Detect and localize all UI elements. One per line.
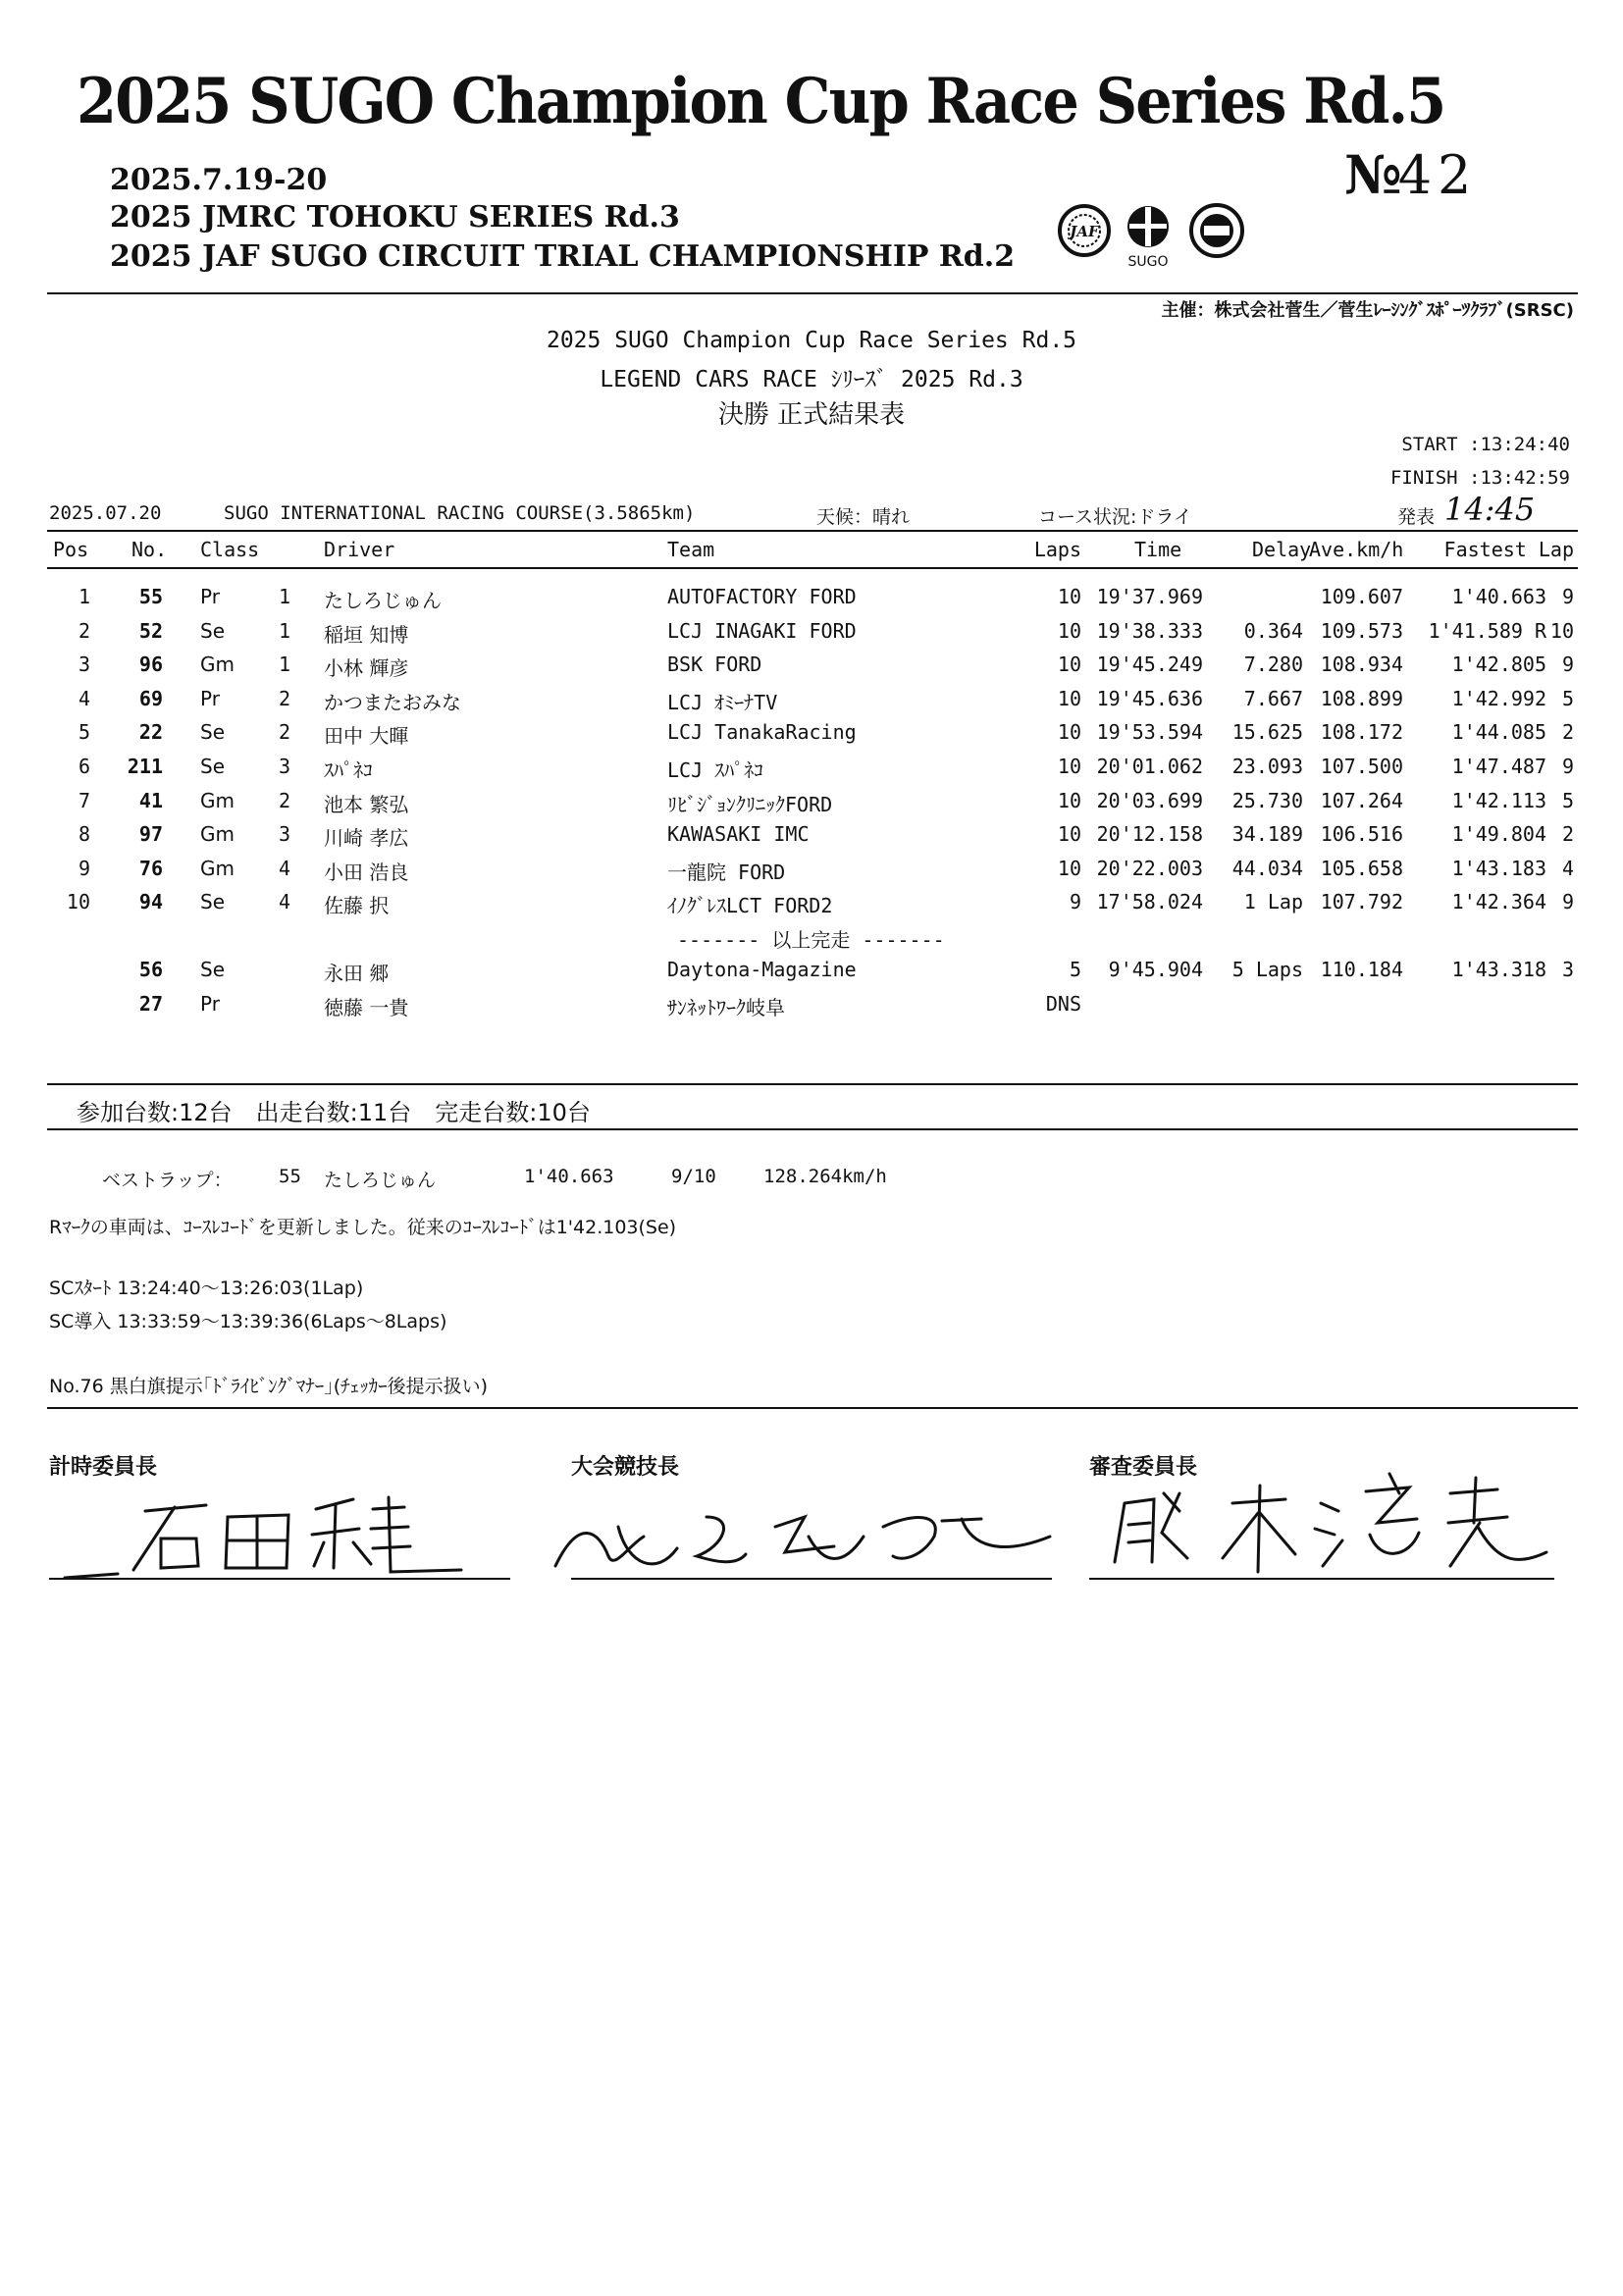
notes-rule [47, 1407, 1578, 1409]
info-rule [47, 530, 1578, 532]
col-team: Team [667, 538, 715, 561]
result-cell-team: ﾘﾋﾞｼﾞｮﾝｸﾘﾆｯｸFORD [667, 792, 833, 816]
result-cell-delay: 15.625 [1231, 720, 1303, 745]
timing-chief-signature [59, 1484, 471, 1582]
result-cell-fln: 9 [1561, 652, 1574, 677]
result-cell-delay: 44.034 [1231, 856, 1303, 880]
result-cell-no: 52 [138, 618, 163, 643]
result-cell-fl: 1'47.487 [1451, 755, 1546, 778]
result-cell-delay: 23.093 [1231, 755, 1303, 778]
result-cell-pos: 7 [78, 788, 90, 812]
result-cell-pos: 1 [78, 585, 90, 608]
result-cell-team: BSK FORD [667, 652, 762, 677]
result-cell-delay: 1 Lap [1243, 890, 1303, 914]
best-lap-time: 1'40.663 [524, 1166, 614, 1187]
result-cell-fl: 1'44.085 [1451, 720, 1546, 745]
race-director-sign-line [571, 1578, 1052, 1580]
result-cell-no: 22 [138, 720, 163, 745]
dnf-cell-fln: 3 [1561, 958, 1574, 981]
header-rule [47, 292, 1578, 294]
table-header-rule [47, 567, 1578, 569]
result-cell-cls: Gm [200, 856, 235, 880]
dnf-cell-time: 9'45.904 [1108, 958, 1203, 981]
chief-steward-signature [1085, 1464, 1556, 1582]
sc-start-note: SCｽﾀｰﾄ 13:24:40～13:26:03(1Lap) [49, 1278, 364, 1299]
number-sign: № [1344, 143, 1398, 206]
result-cell-no: 69 [138, 686, 163, 710]
col-ave: Ave.km/h [1309, 538, 1404, 561]
organizer: 主催：株式会社菅生／菅生ﾚｰｼﾝｸﾞｽﾎﾟｰﾂｸﾗﾌﾞ(SRSC) [1161, 300, 1574, 321]
result-cell-laps: 10 [1057, 755, 1081, 778]
result-cell-fl: 1'43.183 [1451, 856, 1546, 880]
result-cell-laps: 10 [1057, 720, 1081, 745]
result-cell-cls: Se [200, 890, 225, 914]
result-cell-cpos: 1 [278, 652, 290, 677]
series-jaf: 2025 JAF SUGO CIRCUIT TRIAL CHAMPIONSHIP Rd.2 [110, 239, 1016, 274]
event-date: 2025.7.19-20 [110, 163, 328, 197]
result-cell-pos: 8 [78, 822, 90, 847]
race-session-title: 決勝 正式結果表 [717, 400, 906, 430]
result-cell-fl: 1'49.804 [1451, 822, 1546, 847]
dnf-cell-delay: 5 Laps [1231, 958, 1303, 981]
penalty-note: No.76 黒白旗提示｢ﾄﾞﾗｲﾋﾞﾝｸﾞﾏﾅｰ｣(ﾁｪｯｶｰ後提示扱い) [49, 1376, 489, 1397]
result-cell-time: 20'03.699 [1096, 788, 1203, 812]
course-name: SUGO INTERNATIONAL RACING COURSE(3.5865km) [224, 502, 696, 524]
col-laps: Laps [1033, 538, 1081, 561]
dnf-cell-driver: 徳藤 一貴 [324, 995, 409, 1019]
result-cell-team: AUTOFACTORY FORD [667, 585, 857, 608]
result-cell-pos: 2 [78, 618, 90, 643]
track-condition: コース状況:ドライ [1038, 506, 1192, 528]
result-cell-ave: 108.934 [1320, 652, 1403, 677]
result-cell-fln: 10 [1549, 618, 1574, 643]
result-cell-fl: 1'42.364 [1451, 890, 1546, 914]
svg-text:JAF: JAF [1070, 223, 1099, 240]
result-cell-driver: 小林 輝彦 [324, 656, 409, 681]
result-cell-delay: 0.364 [1243, 618, 1303, 643]
result-cell-driver: 池本 繁弘 [324, 792, 409, 816]
result-cell-delay: 25.730 [1231, 788, 1303, 812]
course-record-note: Rﾏｰｸの車両は、ｺｰｽﾚｺｰﾄﾞを更新しました。従来のｺｰｽﾚｺｰﾄﾞは1'42.103(Se) [49, 1217, 677, 1238]
jaf-logo-icon [1060, 206, 1109, 255]
dnf-cell-no: 56 [138, 958, 163, 981]
result-cell-fln: 2 [1561, 720, 1574, 745]
result-cell-cpos: 2 [278, 788, 290, 812]
result-cell-driver: 稲垣 知博 [324, 622, 409, 647]
result-cell-time: 20'22.003 [1096, 856, 1203, 880]
result-cell-time: 20'01.062 [1096, 755, 1203, 778]
result-cell-fln: 2 [1561, 822, 1574, 847]
result-cell-time: 19'45.249 [1096, 652, 1203, 677]
result-cell-cpos: 4 [278, 890, 290, 914]
entry-summary: 参加台数:12台 出走台数:11台 完走台数:10台 [77, 1099, 591, 1126]
result-cell-no: 97 [138, 822, 163, 847]
weather: 天候：晴れ [816, 506, 911, 528]
result-cell-laps: 9 [1069, 890, 1081, 914]
result-cell-ave: 105.658 [1320, 856, 1403, 880]
result-cell-cls: Gm [200, 822, 235, 847]
result-cell-fln: 9 [1561, 890, 1574, 914]
result-cell-fl: 1'40.663 [1451, 585, 1546, 608]
sponsor-logos [1055, 201, 1251, 270]
result-cell-pos: 6 [78, 755, 90, 778]
result-cell-driver: たしろじゅん [324, 589, 442, 612]
result-cell-fl: 1'42.805 [1451, 652, 1546, 677]
result-cell-cpos: 1 [278, 618, 290, 643]
result-cell-pos: 9 [78, 856, 90, 880]
result-cell-time: 20'12.158 [1096, 822, 1203, 847]
event-title: 2025 SUGO Champion Cup Race Series Rd.5 [77, 65, 1445, 138]
result-cell-pos: 3 [78, 652, 90, 677]
start-time: START :13:24:40 [1401, 434, 1570, 455]
result-cell-time: 17'58.024 [1096, 890, 1203, 914]
result-cell-ave: 107.500 [1320, 755, 1403, 778]
result-cell-delay: 7.667 [1243, 686, 1303, 710]
result-cell-team: 一龍院 FORD [667, 860, 786, 884]
published-time: 14:45 [1444, 491, 1536, 528]
result-cell-cls: Pr [200, 585, 220, 608]
result-cell-fln: 9 [1561, 755, 1574, 778]
srsc-logo-icon [1191, 205, 1242, 256]
col-time: Time [1134, 538, 1182, 561]
result-cell-fln: 5 [1561, 788, 1574, 812]
chief-steward-sign-line [1089, 1578, 1554, 1580]
result-cell-cpos: 2 [278, 686, 290, 710]
result-cell-fln: 5 [1561, 686, 1574, 710]
col-delay: Delay [1252, 538, 1312, 561]
best-lap-lap: 9/10 [671, 1166, 716, 1187]
result-cell-fl: 1'42.113 [1451, 788, 1546, 812]
result-cell-laps: 10 [1057, 856, 1081, 880]
col-fastest: Fastest Lap [1443, 538, 1574, 561]
result-cell-team: LCJ ｵﾐｰﾅTV [667, 690, 778, 714]
result-cell-pos: 5 [78, 720, 90, 745]
race-date: 2025.07.20 [49, 502, 162, 524]
dnf-cell-cls: Pr [200, 991, 220, 1016]
result-cell-no: 55 [138, 585, 163, 608]
result-cell-ave: 106.516 [1320, 822, 1403, 847]
result-cell-driver: 川崎 孝広 [324, 826, 409, 851]
result-cell-driver: 小田 浩良 [324, 860, 409, 884]
result-cell-laps: 10 [1057, 652, 1081, 677]
page-number-value: 42 [1397, 144, 1478, 206]
finish-divider: ------- 以上完走 ------- [677, 928, 945, 952]
best-lap-no: 55 [279, 1166, 301, 1187]
result-cell-cpos: 3 [278, 755, 290, 778]
result-cell-laps: 10 [1057, 686, 1081, 710]
result-cell-fln: 4 [1561, 856, 1574, 880]
result-cell-fl: 1'41.589 R [1428, 618, 1546, 643]
result-cell-team: KAWASAKI IMC [667, 822, 810, 847]
result-cell-time: 19'37.969 [1096, 585, 1203, 608]
result-cell-driver: ｽﾊﾟﾈｺ [324, 758, 373, 782]
dnf-cell-laps: DNS [1045, 991, 1081, 1016]
result-cell-no: 41 [138, 788, 163, 812]
result-cell-team: LCJ INAGAKI FORD [667, 618, 857, 643]
sugo-logo-icon [1127, 206, 1169, 270]
result-cell-cls: Gm [200, 788, 235, 812]
result-cell-cls: Gm [200, 652, 235, 677]
result-cell-laps: 10 [1057, 822, 1081, 847]
dnf-cell-driver: 永田 郷 [324, 962, 390, 985]
col-driver: Driver [324, 538, 395, 561]
dnf-cell-team: ｻﾝﾈｯﾄﾜｰｸ岐阜 [667, 995, 785, 1019]
result-cell-no: 96 [138, 652, 163, 677]
result-cell-ave: 108.172 [1320, 720, 1403, 745]
result-cell-cls: Se [200, 755, 225, 778]
result-cell-cpos: 3 [278, 822, 290, 847]
race-series-title: 2025 SUGO Champion Cup Race Series Rd.5 [546, 328, 1077, 353]
result-cell-ave: 109.573 [1320, 618, 1403, 643]
sc-intro-note: SC導入 13:33:59～13:39:36(6Laps～8Laps) [49, 1311, 447, 1332]
chief-steward-label: 審査委員長 [1089, 1455, 1198, 1480]
result-cell-team: ｲﾉｸﾞﾚｽLCT FORD2 [667, 894, 833, 918]
result-cell-laps: 10 [1057, 585, 1081, 608]
col-no: No. [131, 538, 168, 561]
results-rule [47, 1083, 1578, 1085]
dnf-cell-fl: 1'43.318 [1451, 958, 1546, 981]
result-cell-ave: 109.607 [1320, 585, 1403, 608]
result-cell-laps: 10 [1057, 618, 1081, 643]
result-cell-cpos: 1 [278, 585, 290, 608]
result-cell-no: 94 [138, 890, 163, 914]
result-cell-team: LCJ TanakaRacing [667, 720, 857, 745]
col-pos: Pos [53, 538, 89, 561]
result-cell-cpos: 4 [278, 856, 290, 880]
col-class: Class [200, 538, 260, 561]
result-cell-ave: 107.792 [1320, 890, 1403, 914]
race-director-signature [550, 1497, 1060, 1586]
timing-chief-label: 計時委員長 [49, 1455, 158, 1480]
result-cell-fln: 9 [1561, 585, 1574, 608]
result-cell-driver: 佐藤 択 [324, 894, 390, 918]
result-cell-delay: 7.280 [1243, 652, 1303, 677]
result-cell-delay: 34.189 [1231, 822, 1303, 847]
result-cell-cls: Se [200, 618, 225, 643]
finish-time: FINISH :13:42:59 [1389, 467, 1570, 489]
race-director-label: 大会競技長 [571, 1455, 680, 1480]
result-cell-time: 19'53.594 [1096, 720, 1203, 745]
race-class-title: LEGEND CARS RACE ｼﾘｰｽﾞ 2025 Rd.3 [600, 367, 1023, 392]
result-cell-cls: Pr [200, 686, 220, 710]
result-cell-laps: 10 [1057, 788, 1081, 812]
dnf-cell-laps: 5 [1069, 958, 1081, 981]
result-cell-no: 211 [127, 755, 163, 778]
result-cell-fl: 1'42.992 [1451, 686, 1546, 710]
result-cell-ave: 107.264 [1320, 788, 1403, 812]
dnf-cell-no: 27 [138, 991, 163, 1016]
series-jmrc: 2025 JMRC TOHOKU SERIES Rd.3 [110, 200, 680, 235]
result-cell-no: 76 [138, 856, 163, 880]
result-cell-time: 19'38.333 [1096, 618, 1203, 643]
best-lap-driver: たしろじゅん [324, 1170, 437, 1191]
best-lap-label: ベストラップ： [102, 1170, 233, 1191]
summary-rule [47, 1128, 1578, 1130]
page-number [1344, 143, 1477, 206]
sugo-logo-text: SUGO [1127, 254, 1169, 270]
result-cell-driver: 田中 大暉 [324, 724, 409, 749]
result-cell-cls: Se [200, 720, 225, 745]
dnf-cell-ave: 110.184 [1320, 958, 1403, 981]
result-cell-pos: 10 [66, 890, 90, 914]
dnf-cell-team: Daytona-Magazine [667, 958, 857, 981]
result-cell-pos: 4 [78, 686, 90, 710]
timing-chief-sign-line [49, 1578, 510, 1580]
dnf-cell-cls: Se [200, 958, 225, 981]
published-label: 発表 [1397, 506, 1436, 528]
result-cell-driver: かつまたおみな [324, 690, 461, 714]
result-cell-cpos: 2 [278, 720, 290, 745]
result-cell-team: LCJ ｽﾊﾟﾈｺ [667, 758, 764, 782]
best-lap-speed: 128.264km/h [763, 1166, 887, 1187]
result-cell-ave: 108.899 [1320, 686, 1403, 710]
result-cell-time: 19'45.636 [1096, 686, 1203, 710]
